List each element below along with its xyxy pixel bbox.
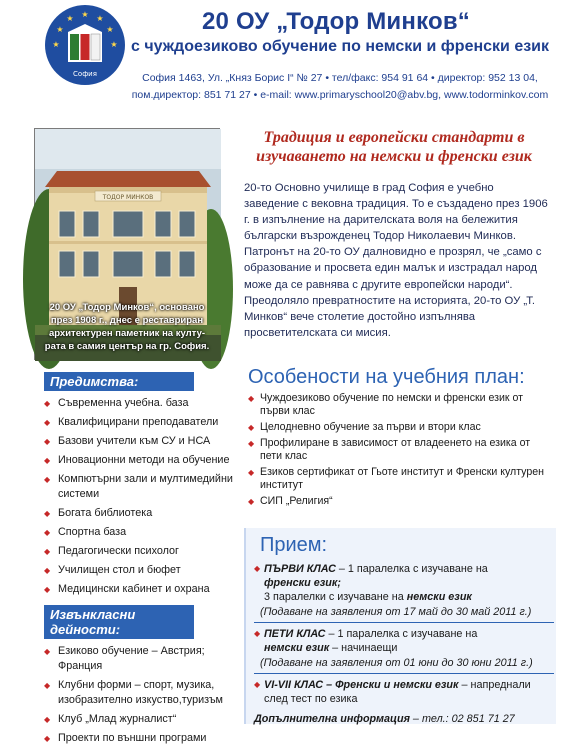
list-item: ◆ Езиков сертификат от Гьоте институт и Френски културен институт	[248, 466, 548, 492]
fifth-class-line2-rest: – начинаещи	[329, 642, 398, 654]
admission-body	[254, 562, 554, 726]
svg-text:★: ★	[96, 14, 104, 23]
senior-class-label: VI-VII КЛАС – Френски и немски език	[264, 679, 459, 691]
contact-line-1: София 1463, Ул. „Княз Борис I“ № 27 • тел/факс: 954 91 64 • директор: 952 13 04,	[142, 72, 538, 84]
list-item: ◆ Клубни форми – спорт, музика, изобразително изкуство,туризъм	[44, 678, 234, 708]
fifth-class-line2-bold: немски език	[264, 642, 330, 654]
list-item: ◆ Езиково обучение – Австрия; Франция	[44, 644, 234, 674]
photo-caption: 20 ОУ „Тодор Минков“, основано през 1908 г., днес е реставриран архитектурен паметник на култу-рата в самия център на гр. София.	[44, 302, 210, 352]
first-class-row	[254, 562, 554, 576]
svg-text:★: ★	[56, 25, 64, 34]
list-item: ◆ Спортна база	[44, 525, 234, 540]
first-class-line3-text: 3 паралелки с изучаване на	[264, 591, 407, 603]
school-logo	[44, 4, 126, 86]
svg-text:★: ★	[81, 10, 89, 19]
list-item: ◆ Медицински кабинет и охрана	[44, 582, 234, 597]
tagline: Традиция и европейски стандарти в изучаването на немски и френски език	[256, 129, 532, 165]
list-item: ◆ СИП „Религия“	[248, 495, 548, 508]
extra-info-value: – тел.: 02 851 71 27	[409, 713, 515, 725]
advantages-list	[44, 396, 234, 597]
first-class-line3-bold: немски език	[406, 591, 472, 603]
extra-info-label: Допълнителна информация	[254, 713, 410, 725]
admission-box	[244, 528, 556, 724]
building-sign: ТОДОР МИНКОВ	[102, 194, 154, 201]
first-class-line2: френски език;	[264, 577, 341, 589]
list-item: ◆ Училищен стол и бюфет	[44, 563, 234, 578]
page-title: 20 ОУ „Тодор Минков“	[202, 8, 470, 35]
plan-title: Особености на учебния план:	[248, 366, 525, 388]
list-item: ◆ Компютърни зали и мултимедийни системи	[44, 472, 234, 502]
senior-class-line1: – напреднали	[458, 679, 531, 691]
first-class-line1: – 1 паралелка с изучаване на	[335, 563, 488, 575]
intro-paragraph: 20-то Основно училище в град София е учебно заведение с вековна традиция. То е създадено през 1906 г. в изпълнение на дарителската воля на бележития български възрожденец Тодор Николаевич Минков. Патронът на 20-то ОУ далновидно е прозрял, че „само с образование и просвета един малък и изстрадал народ може да се равнява с другите европейски народи“. Преодоляло превратностите на историята, 20-то ОУ „Т. Минков“ вече столетие достойно изпълнява просветителската си мисия.	[244, 182, 548, 339]
admission-title: Прием:	[260, 534, 328, 556]
list-item: ◆ Целодневно обучение за първи и втори клас	[248, 421, 548, 434]
list-item: ◆ Проекти по външни програми	[44, 731, 234, 746]
svg-text:★: ★	[110, 40, 118, 49]
page-subtitle: с чуждоезиково обучение по немски и френски език	[130, 38, 550, 55]
first-class-label: ПЪРВИ КЛАС	[264, 563, 336, 575]
logo-text: София	[73, 70, 97, 78]
divider	[254, 673, 554, 674]
extra-info	[254, 712, 554, 726]
list-item: ◆ Педагогически психолог	[44, 544, 234, 559]
fifth-class-label: ПЕТИ КЛАС	[264, 628, 326, 640]
divider	[254, 622, 554, 623]
school-building-photo	[34, 128, 220, 360]
fifth-class-note: (Подаване на заявления от 01 юни до 30 юни 2011 г.)	[260, 657, 533, 669]
list-item: ◆ Богата библиотека	[44, 506, 234, 521]
list-item: ◆ Съвременна учебна. база	[44, 396, 234, 411]
list-item: ◆ Иновационни методи на обучение	[44, 453, 234, 468]
fifth-class-line1: – 1 паралелка с изучаване на	[325, 628, 478, 640]
senior-class-row	[254, 678, 554, 692]
list-item: ◆ Квалифицирани преподаватели	[44, 415, 234, 430]
first-class-note: (Подаване на заявления от 17 май до 30 май 2011 г.)	[260, 606, 532, 618]
senior-class-line2: след тест по езика	[264, 693, 358, 705]
school-emblem-eu-stars-icon	[44, 4, 126, 86]
list-item: ◆ Профилиране в зависимост от владеенето на езика от пети клас	[248, 437, 548, 463]
plan-list	[248, 392, 548, 511]
page-header	[0, 0, 570, 108]
list-item: ◆ Базови учители към СУ и НСА	[44, 434, 234, 449]
list-item: ◆ Клуб „Млад журналист“	[44, 712, 234, 727]
svg-text:★: ★	[106, 25, 114, 34]
fifth-class-row	[254, 627, 554, 641]
extracurricular-heading: Извънкласни дейности:	[44, 605, 194, 639]
list-item: ◆ Чуждоезиково обучение по немски и френски език от първи клас	[248, 392, 548, 418]
first-class-line3	[254, 590, 554, 604]
advantages-heading: Предимства:	[44, 372, 194, 391]
svg-text:★: ★	[66, 14, 74, 23]
extracurricular-list	[44, 644, 234, 746]
left-column	[44, 372, 234, 750]
svg-text:★: ★	[52, 40, 60, 49]
contact-line-2: пом.директор: 851 71 27 • e-mail: www.primaryschool20@abv.bg, www.todorminkov.com	[131, 89, 549, 101]
fifth-class-line2	[254, 641, 554, 655]
